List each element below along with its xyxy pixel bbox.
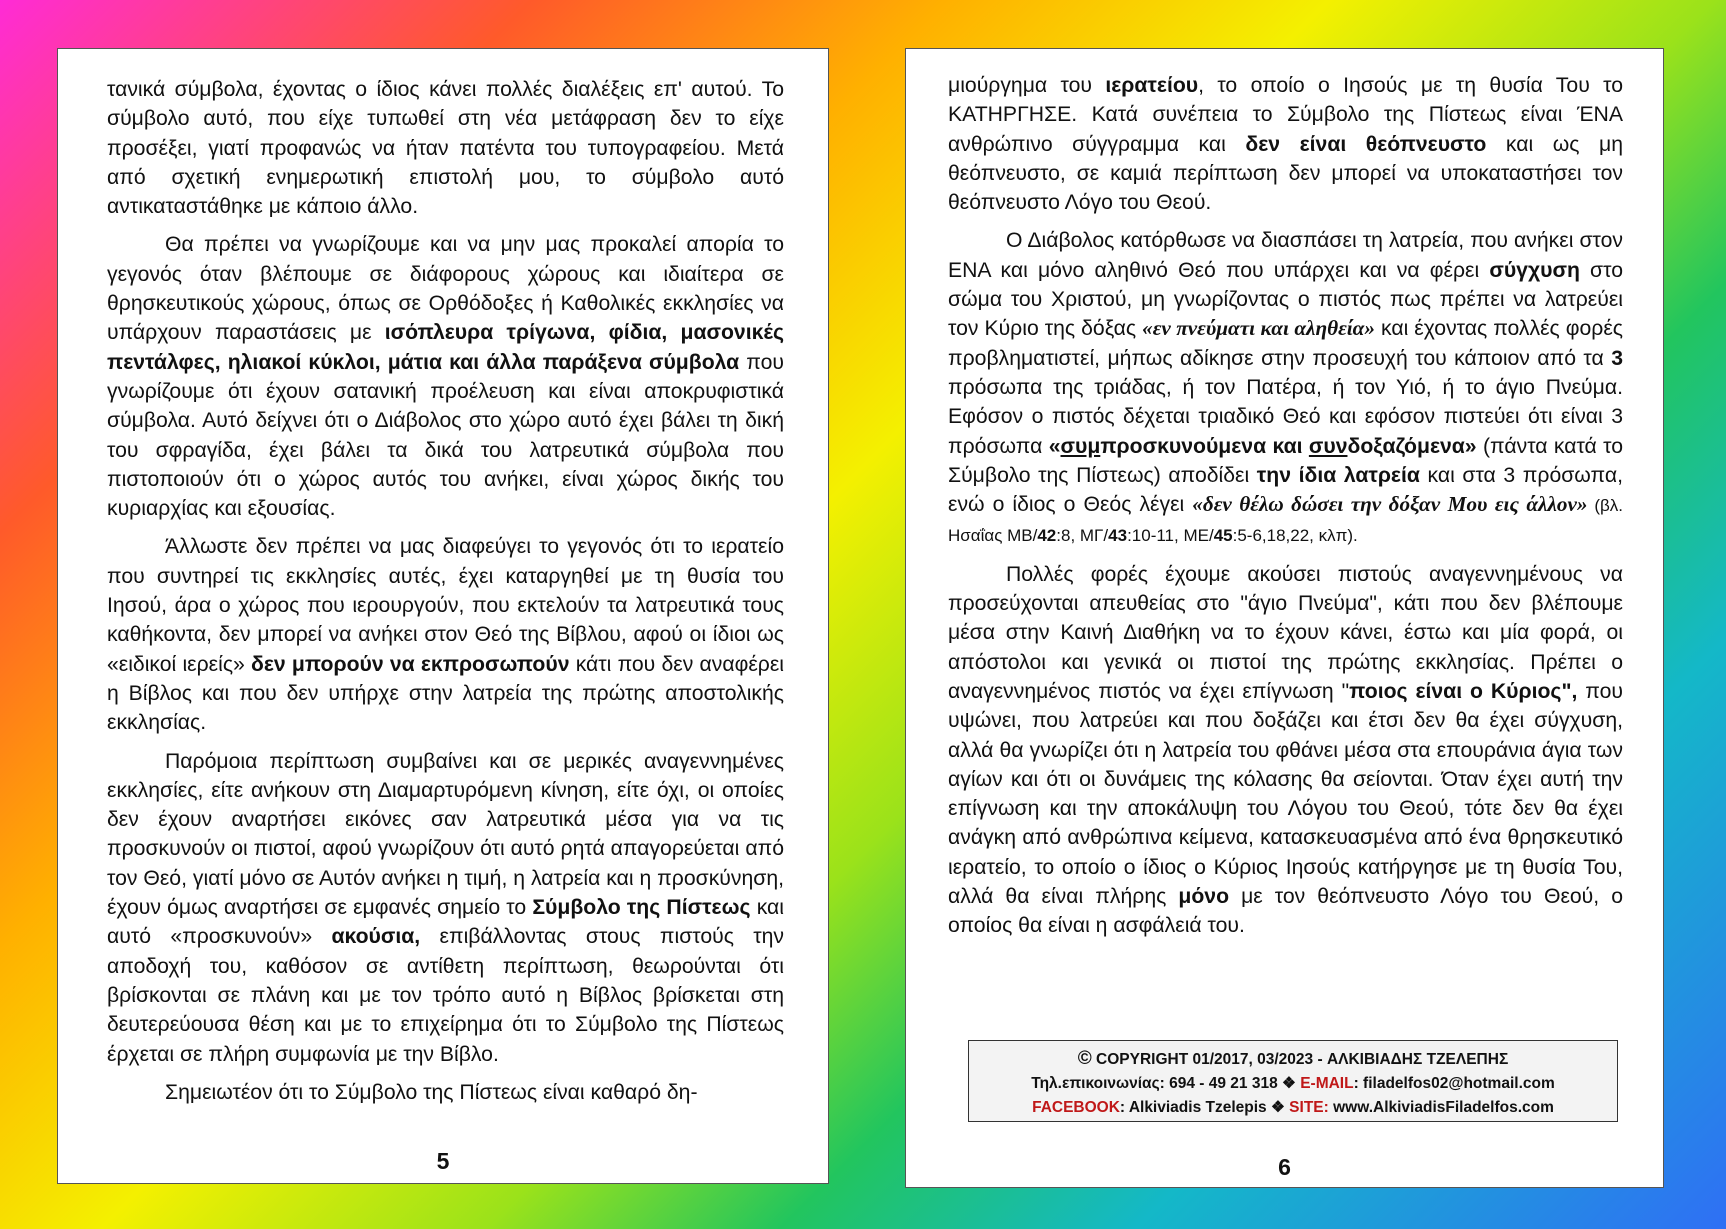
page-number: 5 <box>436 1148 450 1174</box>
paragraph: Σημειωτέον ότι το Σύμβολο της Πίστεως είναι καθαρό δη- <box>165 1080 698 1104</box>
bold-text: μόνο <box>1178 885 1230 909</box>
paragraph: τανικά σύμβολα, έχοντας ο ίδιος κάνει πολλές διαλέξεις επ' αυτού. Το σύμβολο αυτό, που είχε τυπωθεί στη νέα μετάφραση δεν το είχε προσέξει, γιατί προφανώς να ήταν πατέντα του τυπογραφείου. Μετά από σχετική ενημερωτική επιστολή μου, το σύμβολο αυτό αντικαταστάθηκε με κάποιο άλλο. <box>107 78 784 219</box>
copyright-title: © COPYRIGHT 01/2017, 03/2023 - ΑΛΚΙΒΙΑΔΗΣ ΤΖΕΛΕΠΗΣ <box>1077 1048 1509 1069</box>
social-line: FACEBOOK: Alkiviadis Tzelepis ❖ SITE: www.AlkiviadisFiladelfos.com <box>1032 1099 1554 1116</box>
bold-text: σύγχυση <box>1489 258 1580 282</box>
bold-text: δεν είναι θεόπνευστο <box>1245 132 1487 156</box>
paragraph: Θα πρέπει να γνωρίζουμε και να μην μας προκαλεί απορία το γεγονός όταν βλέπουμε σε διάφορους χώρους και ιδιαίτερα σε θρησκευτικούς χώρους, όπως σε Ορθόδοξες ή Καθολικές εκκλησίες να υπάρχουν παραστάσεις με ισόπλευρα τρίγωνα, φίδια, μασονικές πεντάλφες, ηλιακοί κύκλοι, μάτια και άλλα παράξενα σύμβολα που γνωρίζουμε ότι έχουν σατανική προέλευση και είναι αποκρυφιστικά σύμβολα. Αυτό δείχνει ότι ο Διάβολος στο χώρο αυτό έχει βάλει τη δική του σφραγίδα, έχει βάλει τα δικά του λατρευτικά σύμβολα που πιστοποιούν ότι ο χώρος αυτός του ανήκει, είναι χώρος δικής του κυριαρχίας και εξουσίας. <box>107 233 784 521</box>
bold-text: 3 <box>1611 346 1623 370</box>
copyright-icon: © <box>1077 1048 1092 1069</box>
bold-text: ακούσια, <box>331 925 421 949</box>
bold-text: ποιος είναι ο Κύριος", <box>1349 679 1578 703</box>
bible-quote: «δεν θέλω δώσει την δόξαν Μου εις άλλον» <box>1192 492 1588 517</box>
paragraph: Άλλωστε δεν πρέπει να μας διαφεύγει το γεγονός ότι το ιερατείο που συντηρεί τις εκκλησίες αυτές, έχει καταργηθεί με τη θυσία του Ιησού, άρα ο χώρος που ιερουργούν, που εκτελούν τα λατρευτικά τους καθήκοντα, δεν μπορεί να ανήκει στον Θεό της Βίβλου, αφού οι ίδιοι ως «ειδικοί ιερείς» δεν μπορούν να εκπροσωπούν κάτι που δεν αναφέρει η Βίβλος και που δεν υπήρχε στην λατρεία της πρώτης αποστολικής εκκλησίας. <box>107 535 784 735</box>
left-page <box>57 48 829 1184</box>
bold-text: την ίδια λατρεία <box>1256 463 1420 487</box>
bible-quote: «εν πνεύματι και αληθεία» <box>1142 316 1375 341</box>
paragraph: Παρόμοια περίπτωση συμβαίνει και σε μερικές αναγεννημένες εκκλησίες, είτε ανήκουν στη Διαμαρτυρόμενη κίνηση, είτε όχι, οι οποίες δεν έχουν αναρτήσει εικόνες σαν λατρευτικά μέσα για να τις προσκυνούν οι πιστοί, αφού γνωρίζουν ότι αυτό ρητά απαγορεύεται από τον Θεό, γιατί μόνο σε Αυτόν ανήκει η τιμή, η λατρεία και η προσκύνηση, έχουν όμως αναρτήσει σε εμφανές σημείο το Σύμβολο της Πίστεως και αυτό «προσκυνούν» ακούσια, επιβάλλοντας στους πιστούς την αποδοχή του, καθόσον σε αντίθετη περίπτωση, θεωρούνται ότι βρίσκονται σε πλάνη και με τον τρόπο αυτό η Βίβλος βρίσκεται στη δευτερεύουσα θέση και με το επιχείρημα ότι το Σύμβολο της Πίστεως έρχεται σε πλήρη συμφωνία με την Βίβλο. <box>107 749 784 1066</box>
paragraph: Ο Διάβολος κατόρθωσε να διασπάσει τη λατρεία, που ανήκει στον ΕΝΑ και μόνο αληθινό Θεό που υπάρχει και να φέρει σύγχυση στο σώμα του Χριστού, μη γνωρίζοντας ο πιστός πως πρέπει να λατρεύει τον Κύριο της δόξας «εν πνεύματι και αληθεία» και έχοντας πολλές φορές προβληματιστεί, μήπως αδίκησε στην προσευχή του κάποιον από τα 3 πρόσωπα της τριάδας, ή τον Πατέρα, ή τον Υιό, ή το άγιο Πνεύμα. Εφόσον ο πιστός δέχεται τριαδικό Θεό και εφόσον πιστεύει ότι είναι 3 πρόσωπα «συμπροσκυνούμενα και συνδοξαζόμενα» (πάντα κατά το Σύμβολο της Πίστεως) αποδίδει την ίδια λατρεία και στα 3 πρόσωπα, ενώ ο ίδιος ο Θεός λέγει «δεν θέλω δώσει την δόξαν Μου εις άλλον» (βλ. Ησαΐας ΜΒ/42:8, ΜΓ/43:10-11, ΜΕ/45:5-6,18,22, κλπ). <box>948 229 1624 546</box>
scripture-reference: (βλ. Ησαΐας ΜΒ/42:8, ΜΓ/43:10-11, ΜΕ/45:5-6,18,22, κλπ). <box>948 496 1623 546</box>
bold-text: ισόπλευρα τρίγωνα, φίδια, μασονικές πεντάλφες, ηλιακοί κύκλοι, μάτια και άλλα παράξενα σύμβολα <box>107 321 784 374</box>
bold-text: δεν μπορούν να εκπροσωπούν <box>251 652 570 676</box>
copyright-box <box>968 1040 1618 1122</box>
page-number: 6 <box>1278 1154 1291 1180</box>
paragraph: Πολλές φορές έχουμε ακούσει πιστούς αναγεννημένους να προσεύχονται απευθείας στο "άγιο Πνεύμα", κάτι που δεν βλέπουμε μέσα στην Καινή Διαθήκη να το έχουν κάνει, έστω και μία φορά, οι απόστολοι και γενικά οι πιστοί της πρώτης εκκλησίας. Πρέπει ο αναγεννημένος πιστός να έχει επίγνωση "ποιος είναι ο Κύριος", που υψώνει, που λατρεύει και που δοξάζει και έτσι δεν θα έχει σύγχυση, αλλά θα γνωρίζει ότι η λατρεία του φθάνει μέσα στα επουράνια άγια των αγίων και ότι οι δυνάμεις της κόλασης θα σείονται. Όταν έχει αυτή την επίγνωση και την αποκάλυψη του Λόγου του Θεού, τότε δεν θα έχει ανάγκη από ανθρώπινα κείμενα, κατασκευασμένα από ένα θρησκευτικό ιερατείο, το οποίο ο ίδιος ο Κύριος Ιησούς κατήργησε με τη θυσία Του, αλλά θα είναι πλήρης μόνο με τον θεόπνευστο Λόγο του Θεού, ο οποίος θα είναι η ασφάλειά του. <box>948 562 1623 938</box>
paragraph: μιούργημα του ιερατείου, το οποίο ο Ιησούς με τη θυσία Του το ΚΑΤΗΡΓΗΣΕ. Κατά συνέπεια το Σύμβολο της Πίστεως είναι ΈΝΑ ανθρώπινο σύγγραμμα και δεν είναι θεόπνευστο και ως μη θεόπνευστο, σε καμιά περίπτωση δεν μπορεί να υποκαταστήσει τον θεόπνευστο Λόγο του Θεού. <box>948 74 1623 215</box>
right-page <box>905 48 1664 1188</box>
contact-line: Τηλ.επικοινωνίας: 694 - 49 21 318 ❖ E-MAIL: filadelfos02@hotmail.com <box>1031 1075 1555 1092</box>
bold-text: «συμπροσκυνούμενα και συνδοξαζόμενα» <box>1048 434 1477 458</box>
bold-text: Σύμβολο της Πίστεως <box>532 896 751 920</box>
bold-text: ιερατείου <box>1105 74 1199 97</box>
